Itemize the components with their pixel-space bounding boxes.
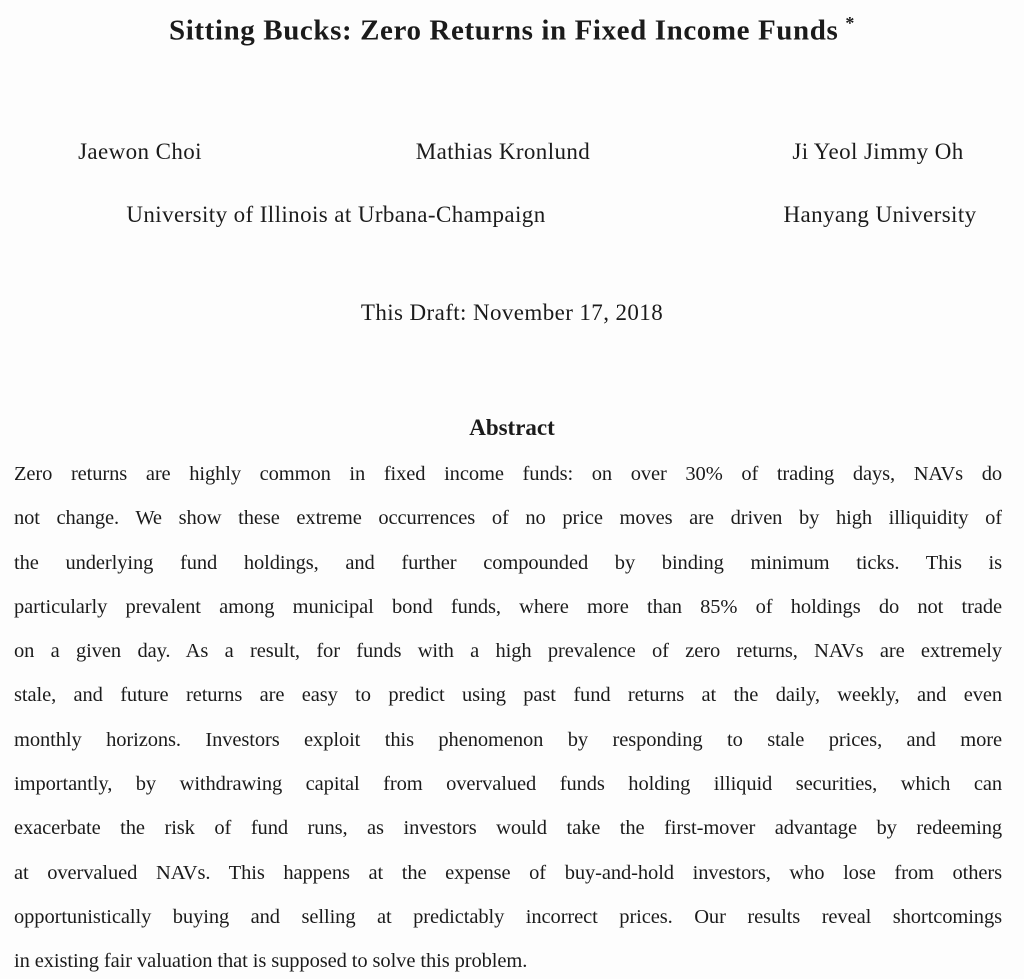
abstract-line: monthly horizons. Investors exploit this phenomenon by responding to stale prices, and more — [14, 728, 1002, 751]
abstract-line: in existing fair valuation that is supposed to solve this problem. — [14, 950, 528, 973]
draft-date: This Draft: November 17, 2018 — [360, 300, 664, 325]
author-name-2: Mathias Kronlund — [415, 139, 591, 164]
affiliation-2: Hanyang University — [783, 202, 977, 227]
abstract-line: particularly prevalent among municipal bond funds, where more than 85% of holdings do not trade — [14, 595, 1002, 618]
paper-title-text: Sitting Bucks: Zero Returns in Fixed Income Funds — [169, 14, 839, 47]
abstract-line: at overvalued NAVs. This happens at the expense of buy-and-hold investors, who lose from others — [14, 861, 1002, 884]
abstract-line: not change. We show these extreme occurrences of no price moves are driven by high illiquidity of — [14, 507, 1002, 530]
abstract-body — [14, 452, 1002, 979]
author-name-3: Ji Yeol Jimmy Oh — [792, 139, 964, 164]
author-name-1: Jaewon Choi — [78, 139, 202, 164]
abstract-line: on a given day. As a result, for funds with a high prevalence of zero returns, NAVs are extremely — [14, 640, 1002, 663]
abstract-line: stale, and future returns are easy to predict using past fund returns at the daily, weekly, and even — [14, 684, 1002, 707]
abstract-heading: Abstract — [469, 415, 555, 440]
abstract-line: exacerbate the risk of fund runs, as investors would take the first-mover advantage by redeeming — [14, 817, 1002, 840]
affiliation-1: University of Illinois at Urbana-Champaign — [126, 202, 546, 227]
abstract-line: Zero returns are highly common in fixed income funds: on over 30% of trading days, NAVs do — [14, 463, 1002, 485]
abstract-line: opportunistically buying and selling at predictably incorrect prices. Our results reveal shortcomings — [14, 905, 1002, 928]
abstract-line: the underlying fund holdings, and further compounded by binding minimum ticks. This is — [14, 551, 1002, 574]
paper-title — [0, 13, 1024, 48]
abstract-line: importantly, by withdrawing capital from overvalued funds holding illiquid securities, which can — [14, 773, 1002, 796]
title-footnote-marker: * — [845, 13, 855, 33]
